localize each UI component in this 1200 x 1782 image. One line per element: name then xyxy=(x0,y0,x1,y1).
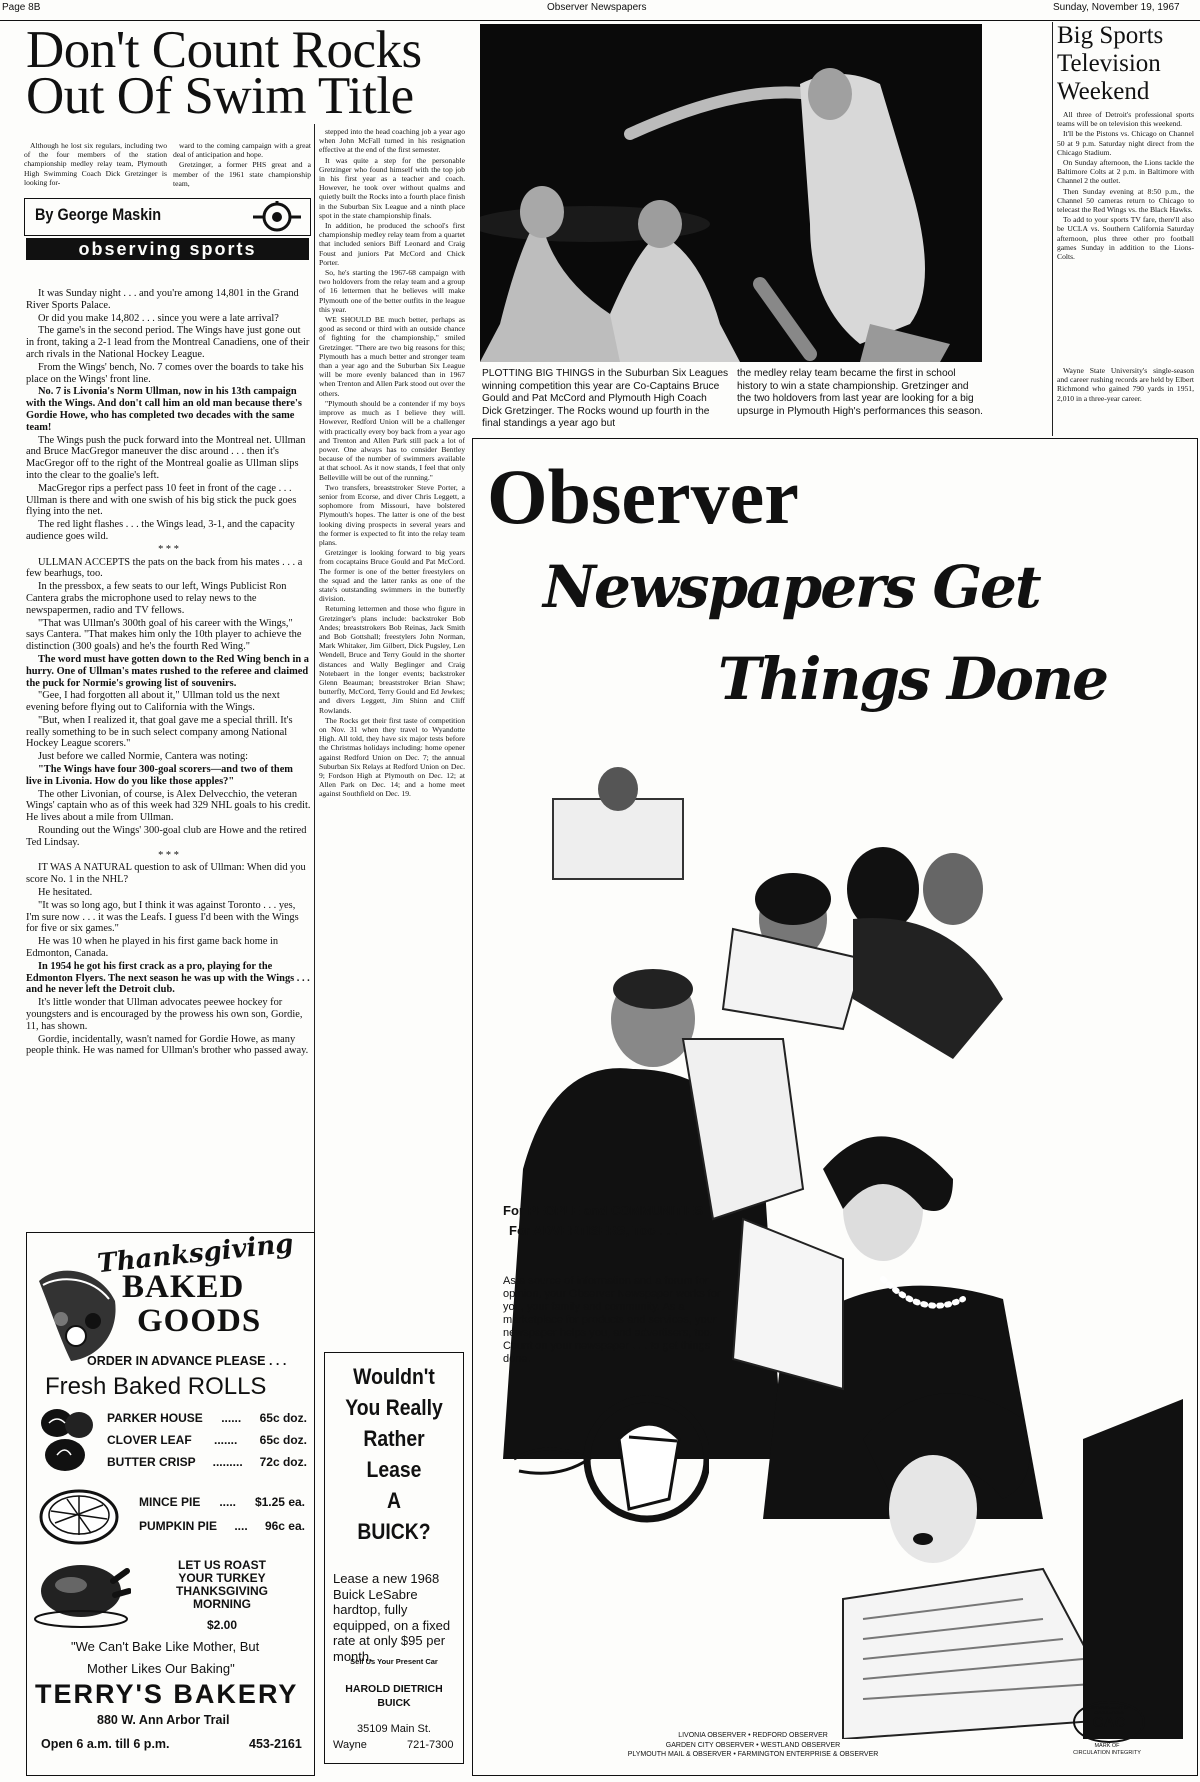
column-paragraph: From the Wings' bench, No. 7 comes over the boards to take his place on the Wings' front line. xyxy=(26,361,304,385)
bakery-item: PARKER HOUSE ...... 65c doz. xyxy=(107,1411,307,1425)
cac-seal xyxy=(1073,1701,1145,1743)
observer-ad-slogan-1: Newspapers Get xyxy=(543,553,1040,621)
byline-box xyxy=(24,198,311,236)
columnist-logo-icon xyxy=(251,201,303,233)
masthead-name: Observer Newspapers xyxy=(547,2,647,13)
tv-paragraph: All three of Detroit's professional sports teams will be on television this weekend. xyxy=(1057,110,1194,129)
order-advance: ORDER IN ADVANCE PLEASE . . . xyxy=(87,1354,287,1368)
rolls-icon xyxy=(35,1405,99,1477)
roast-line: YOUR TURKEY xyxy=(178,1571,266,1585)
tv-headline-2: Television xyxy=(1057,50,1161,77)
swim-paragraph: Two transfers, breaststroker Steve Porter, a senior from Ecorse, and diver Chris Leggett, a sophomore from Missouri, have bolstered Plymouth's hopes. The latter is one of the best looking diving prospects in several years and the former is expected to fit into the relay team plans. xyxy=(319,482,465,547)
swim-article-col3 xyxy=(319,127,465,1342)
bakery-phone: 453-2161 xyxy=(249,1737,302,1751)
column-label-bar xyxy=(26,238,309,260)
column-paragraph: The red light flashes . . . the Wings lead, 3-1, and the capacity audience goes wild. xyxy=(26,519,295,542)
buick-headline-line: Rather xyxy=(363,1426,425,1451)
bakery-item: CLOVER LEAF ....... 65c doz. xyxy=(107,1433,307,1447)
column-paragraph: MacGregor rips a perfect pass 10 feet in front of the cage . . . Ullman is there and with one swish of his big stick the puck goes flying into the net. xyxy=(26,482,297,518)
swim-team-photo xyxy=(480,24,982,362)
bakery-name: TERRY'S BAKERY xyxy=(35,1679,299,1709)
observing-sports-column xyxy=(26,288,311,1228)
swim-paragraph: It was quite a step for the personable Gretzinger who found himself with the top job in his first year as a teacher and coach. However, he took over without qualms and quietly built the Rocks into a fourth place finish in the Suburban Six League and a ninth place spot in the state championship finals. xyxy=(319,155,465,220)
bakery-ad xyxy=(26,1228,315,1776)
observer-newspapers-ad xyxy=(472,438,1198,1776)
column-paragraph: In 1954 he got his first crack as a pro, playing for the Edmonton Flyers. The next season he was up with the Wings . . . and he never left the Detroit club. xyxy=(26,960,310,996)
buick-body: Lease a new 1968 Buick LeSabre hardtop, fully equipped, on a fixed rate at only $95 per month. xyxy=(333,1571,451,1664)
cornucopia-icon xyxy=(31,1261,121,1369)
swim-paragraph: WE SHOULD BE much better, perhaps as good as second or third with an outside chance of fighting for the championship," smiled Gretzinger. "There are two big reasons for this; Plymouth has a much better and stronger team than a year ago and the Suburban Six League will be more evenly balanced than in 1967 when Trenton and Allen Park stood out over the others. xyxy=(319,315,465,398)
buick-headline-line: A xyxy=(387,1488,401,1513)
issue-date: Sunday, November 19, 1967 xyxy=(1053,2,1180,13)
bakery-item: BUTTER CRISP ......... 72c doz. xyxy=(107,1455,307,1469)
swim-paragraph: Returning lettermen and those who figure in Gretzinger's plans include: backstroker Bob Andes; breaststrokers Bob Reinas, Jack Smith and Bob Gottshall; freestylers John Norman, Mark Whitaker, Jim Gilbert, Dick Pugsley, Len Wendell, Bruce and Terry Gould in the shorter distances and Wally Beglinger and Craig Notebaert in the longer events; backstroker Glenn Beauman; breaststroker Brian Shaw; butterfly, McCord, Terry Gould and Ed Jewkes; and divers Leggett, Jim Shinn and Cliff Rowlands. xyxy=(319,604,465,715)
buick-sell-line: Sell Us Your Present Car xyxy=(350,1657,438,1666)
thanksgiving-script: Thanksgiving xyxy=(95,1228,295,1280)
cac-mark: MARK OF xyxy=(1094,1743,1120,1749)
bakery-hours: Open 6 a.m. till 6 p.m. xyxy=(41,1737,170,1751)
swim-paragraph: So, he's starting the 1967-68 campaign with two holdovers from the relay team and a group of 16 lettermen that he believes will make Plymouth one of the better outfits in the league this year. xyxy=(319,268,465,314)
pie-icon xyxy=(37,1481,121,1549)
tv-headline-3: Weekend xyxy=(1057,78,1150,105)
buick-dealer-1: HAROLD DIETRICH xyxy=(345,1683,443,1695)
buick-headline-line: Wouldn't xyxy=(353,1364,435,1389)
column-paragraph: It was Sunday night . . . and you're among 14,801 in the Grand River Sports Palace. xyxy=(26,288,299,311)
column-paragraph: No. 7 is Livonia's Norm Ullman, now in his 13th campaign with the Wings. And don't call him an old man because there's Gordie Howe, who has completed two decades with the same team! xyxy=(26,386,302,433)
swim-paragraph: The Rocks get their first taste of competition on Nov. 31 when they travel to Wyandotte High. All told, they have six major tests before the Christmas holidays including: home opener against Redford Union on Dec. 7; the annual Suburban Six Relays at Redford Union on Dec. 9; Fordson High at Plymouth on Dec. 12; at Allen Park on Dec. 14; and a home meet against Southfield on Dec. 19. xyxy=(319,715,465,799)
column-paragraph: The Wings push the puck forward into the Montreal net. Ullman and Bruce MacGregor maneuver the disc around . . . then it's MacGregor off to the right of the Montreal goalie as Ullman slips into the clear to the goalie's left. xyxy=(26,434,306,481)
column-paragraph: In the pressbox, a few seats to our left, Wings Publicist Ron Cantera grabs the microphone used to relay news to the newspapermen, radio and TV fellows. xyxy=(26,581,287,616)
photo-caption-col1: PLOTTING BIG THINGS in the Suburban Six Leagues winning competition this year are Co-Captains Bruce Gould and Pat McCord and Plymouth High Coach Dick Gretzinger. The Rocks wound up fourth in the final standings a year ago but xyxy=(482,368,729,429)
tv-paragraph: To add to your sports TV fare, there'll also be UCLA vs. Southern California Saturday afternoon, plus three other pro football games Sunday in addition to the Lions-Colts. xyxy=(1057,215,1194,262)
buick-dealer-2: BUICK xyxy=(377,1697,411,1709)
photo-swimmers-coach xyxy=(480,24,982,362)
column-paragraph: "It was so long ago, but I think it was against Toronto . . . yes, I'm sure now . . . it was the Leafs. I guess I'd been with the Wings for five or six games." xyxy=(26,899,299,935)
column-paragraph: Just before we called Normie, Cantera was noting: xyxy=(38,751,249,763)
bakery-slogan-2: Mother Likes Our Baking" xyxy=(87,1661,235,1676)
readers-illustration xyxy=(483,739,1193,1739)
observer-papers-line: LIVONIA OBSERVER • REDFORD OBSERVER xyxy=(678,1732,828,1739)
roast-line: MORNING xyxy=(193,1597,251,1611)
fresh-rolls-heading: Fresh Baked ROLLS xyxy=(45,1373,267,1400)
byline: By George Maskin xyxy=(35,205,162,224)
swim-paragraph: Gretzinger is looking forward to big years from cocaptains Bruce Gould and Pat McCord. The former is one of the better freestylers on the squad and the latter ranks as one of the state's outstanding swimmers in the butterfly division. xyxy=(319,548,465,604)
ad-body: As a source of information and a forum for opinion, your Observer Newspaper works for you, your family and community. As a marketplace for products and services, your newspaper helps you, and advertisers, too. Count on your newspaper . . . to get things done. xyxy=(503,1275,721,1365)
column-paragraph: Or did you make 14,802 . . . since you were a late arrival? xyxy=(38,312,279,324)
cac-integrity: CIRCULATION INTEGRITY xyxy=(1073,1750,1141,1756)
ad-people-line: For PEOPLE and COMMUNITIES xyxy=(503,1203,704,1218)
column-paragraph: He was 10 when he played in his first game back home in Edmonton, Canada. xyxy=(26,936,279,960)
swim-article-col1 xyxy=(24,141,167,195)
bakery-goods-title: GOODS xyxy=(137,1303,262,1339)
buick-headline xyxy=(333,1361,454,1547)
buick-headline-line: Lease xyxy=(366,1457,422,1482)
roast-line: LET US ROAST xyxy=(177,1558,266,1572)
tv-headline-1: Big Sports xyxy=(1057,22,1164,49)
buick-ad xyxy=(324,1352,464,1764)
buick-headline-line: BUICK? xyxy=(357,1519,431,1544)
roast-line: THANKSGIVING xyxy=(175,1584,268,1598)
cac-seal-letters: CAC xyxy=(1092,1714,1126,1731)
tv-paragraph: On Sunday afternoon, the Lions tackle the Baltimore Colts at 2 p.m. in Baltimore with Channel 2 the outlet. xyxy=(1057,158,1194,186)
buick-phone: 721-7300 xyxy=(407,1739,454,1751)
column-paragraph: Gordie, incidentally, wasn't named for Gordie Howe, as many people think. He was named for Ullman's brother who passed away. xyxy=(26,1033,309,1057)
column-divider xyxy=(1052,22,1053,436)
observer-papers-line: GARDEN CITY OBSERVER • WESTLAND OBSERVER xyxy=(665,1741,841,1749)
buick-headline-line: You Really xyxy=(345,1395,443,1420)
column-paragraph: * * * xyxy=(158,849,179,861)
column-paragraph: It's little wonder that Ullman advocates peewee hockey for youngsters and is encouraged by the prowess his own son, Gordie, 11, has shown. xyxy=(26,997,303,1032)
column-paragraph: The game's in the second period. The Wings have just gone out in front, taking a 2-1 lead from the Montreal Canadiens, one of their arch rivals in the National Hockey League. xyxy=(26,325,310,360)
swim-article-col2 xyxy=(173,141,311,195)
column-label: observing sports xyxy=(78,239,257,259)
tv-article xyxy=(1057,110,1194,360)
bakery-slogan-1: "We Can't Bake Like Mother, But xyxy=(71,1639,260,1654)
page-number: Page 8B xyxy=(2,2,41,13)
observer-ad-title: Observer xyxy=(487,453,799,540)
observer-papers-line: PLYMOUTH MAIL & OBSERVER • FARMINGTON ENTERPRISE & OBSERVER xyxy=(627,1751,879,1758)
column-paragraph: ULLMAN ACCEPTS the pats on the back from his mates . . . a few bearhugs, too. xyxy=(26,556,303,580)
column-paragraph: He hesitated. xyxy=(38,887,93,899)
cac-seal-top: CERTIFIED AUDIT OF CIRCULATIONS xyxy=(1088,1705,1130,1715)
wayne-state-brief: Wayne State University's single-season and career rushing records are held by Elbert Richmond who gained 790 yards in 1951, 2,010 in a three-year career. xyxy=(1057,366,1194,403)
tv-paragraph: It'll be the Pistons vs. Chicago on Channel 50 at 9 p.m. Saturday night direct from the Chicago Stadium. xyxy=(1057,129,1194,157)
bakery-baked-title: BAKED xyxy=(122,1269,245,1305)
swim-paragraph: Gretzinger, a former PHS great and a member of the 1961 state championship team, xyxy=(173,160,311,188)
pie-item: PUMPKIN PIE .... 96c ea. xyxy=(139,1519,305,1533)
observer-emblem-icon xyxy=(509,1379,709,1539)
column-paragraph: * * * xyxy=(158,543,179,555)
roast-price: $2.00 xyxy=(206,1618,238,1632)
buick-address: 35109 Main St. xyxy=(357,1723,431,1735)
column-paragraph: Rounding out the Wings' 300-goal club are Howe and the retired Ted Lindsay. xyxy=(26,825,307,848)
column-paragraph: IT WAS A NATURAL question to ask of Ullman: When did you score No. 1 in the NHL? xyxy=(26,862,306,886)
photo-caption-col2: the medley relay team became the first in school history to win a state championship. Gretzinger and the two holdovers from last year are looking for a big upsurge in Plymouth High's performances this season. xyxy=(737,368,984,417)
column-paragraph: "Gee, I had forgotten all about it," Ullman told us the next evening before flying out to California with the Wings. xyxy=(26,690,280,714)
swim-paragraph: stepped into the head coaching job a year ago when John McFall turned in his resignation effective at the end of the first semester. xyxy=(319,127,465,155)
swim-paragraph: ward to the coming campaign with a great deal of anticipation and hope. xyxy=(173,141,311,160)
column-paragraph: The word must have gotten down to the Red Wing bench in a hurry. One of Ullman's mates rushed to the referee and claimed the puck for Normie's growing list of souvenirs. xyxy=(26,653,309,689)
roast-turkey-icon xyxy=(31,1551,131,1629)
bakery-address: 880 W. Ann Arbor Trail xyxy=(97,1713,230,1727)
pie-item: MINCE PIE ..... $1.25 ea. xyxy=(139,1495,305,1509)
swim-paragraph: Although he lost six regulars, including two of the four members of the station championship medley relay team, Plymouth High Swimming Coach Dick Gretzinger is looking for- xyxy=(24,141,167,187)
swim-paragraph: "Plymouth should be a contender if my boys improve as much as I believe they will. However, Redford Union will be a challenger with practically every boy back from a year ago and Trenton and Allen Park still pack a lot of power. One always has to consider Bentley because of the number of swimmers available at that school. As it now stands, I feel that only Belleville will be out of the running." xyxy=(319,398,465,482)
column-divider xyxy=(314,124,315,1354)
tv-paragraph: Then Sunday evening at 8:50 p.m., the Channel 50 cameras return to Chicago to telecast the Red Wings vs. the Black Hawks. xyxy=(1057,186,1194,215)
observer-ad-slogan-2: Things Done xyxy=(718,645,1107,713)
column-paragraph: "That was Ullman's 300th goal of his career with the Wings," says Cantera. "That makes him only the 10th player to achieve the distinction (300 goals) and he's the fourth Red Wing." xyxy=(26,617,302,653)
column-paragraph: "But, when I realized it, that goal gave me a special thrill. It's really something to be in such select company among National Hockey League scorers." xyxy=(26,714,293,750)
ad-advertisers-line: For ADVERTISERS, Too . . . xyxy=(509,1223,678,1238)
swim-headline-line1: Don't Count Rocks xyxy=(26,21,422,79)
column-paragraph: "The Wings have four 300-goal scorers—and two of them live in Livonia. How do you like those apples?" xyxy=(26,764,293,787)
swim-headline-line2: Out Of Swim Title xyxy=(26,67,414,125)
column-paragraph: The other Livonian, of course, is Alex Delvecchio, the veteran Wings' captain who as of this week had 329 NHL goals to his credit. He lives about a mile from Ullman. xyxy=(26,788,311,824)
buick-city: Wayne xyxy=(333,1739,367,1751)
swim-paragraph: In addition, he produced the school's first championship medley relay team from a quartet that included seniors Biff Leonard and Craig Foust and juniors Pat McCord and Chick Porter. xyxy=(319,221,465,267)
